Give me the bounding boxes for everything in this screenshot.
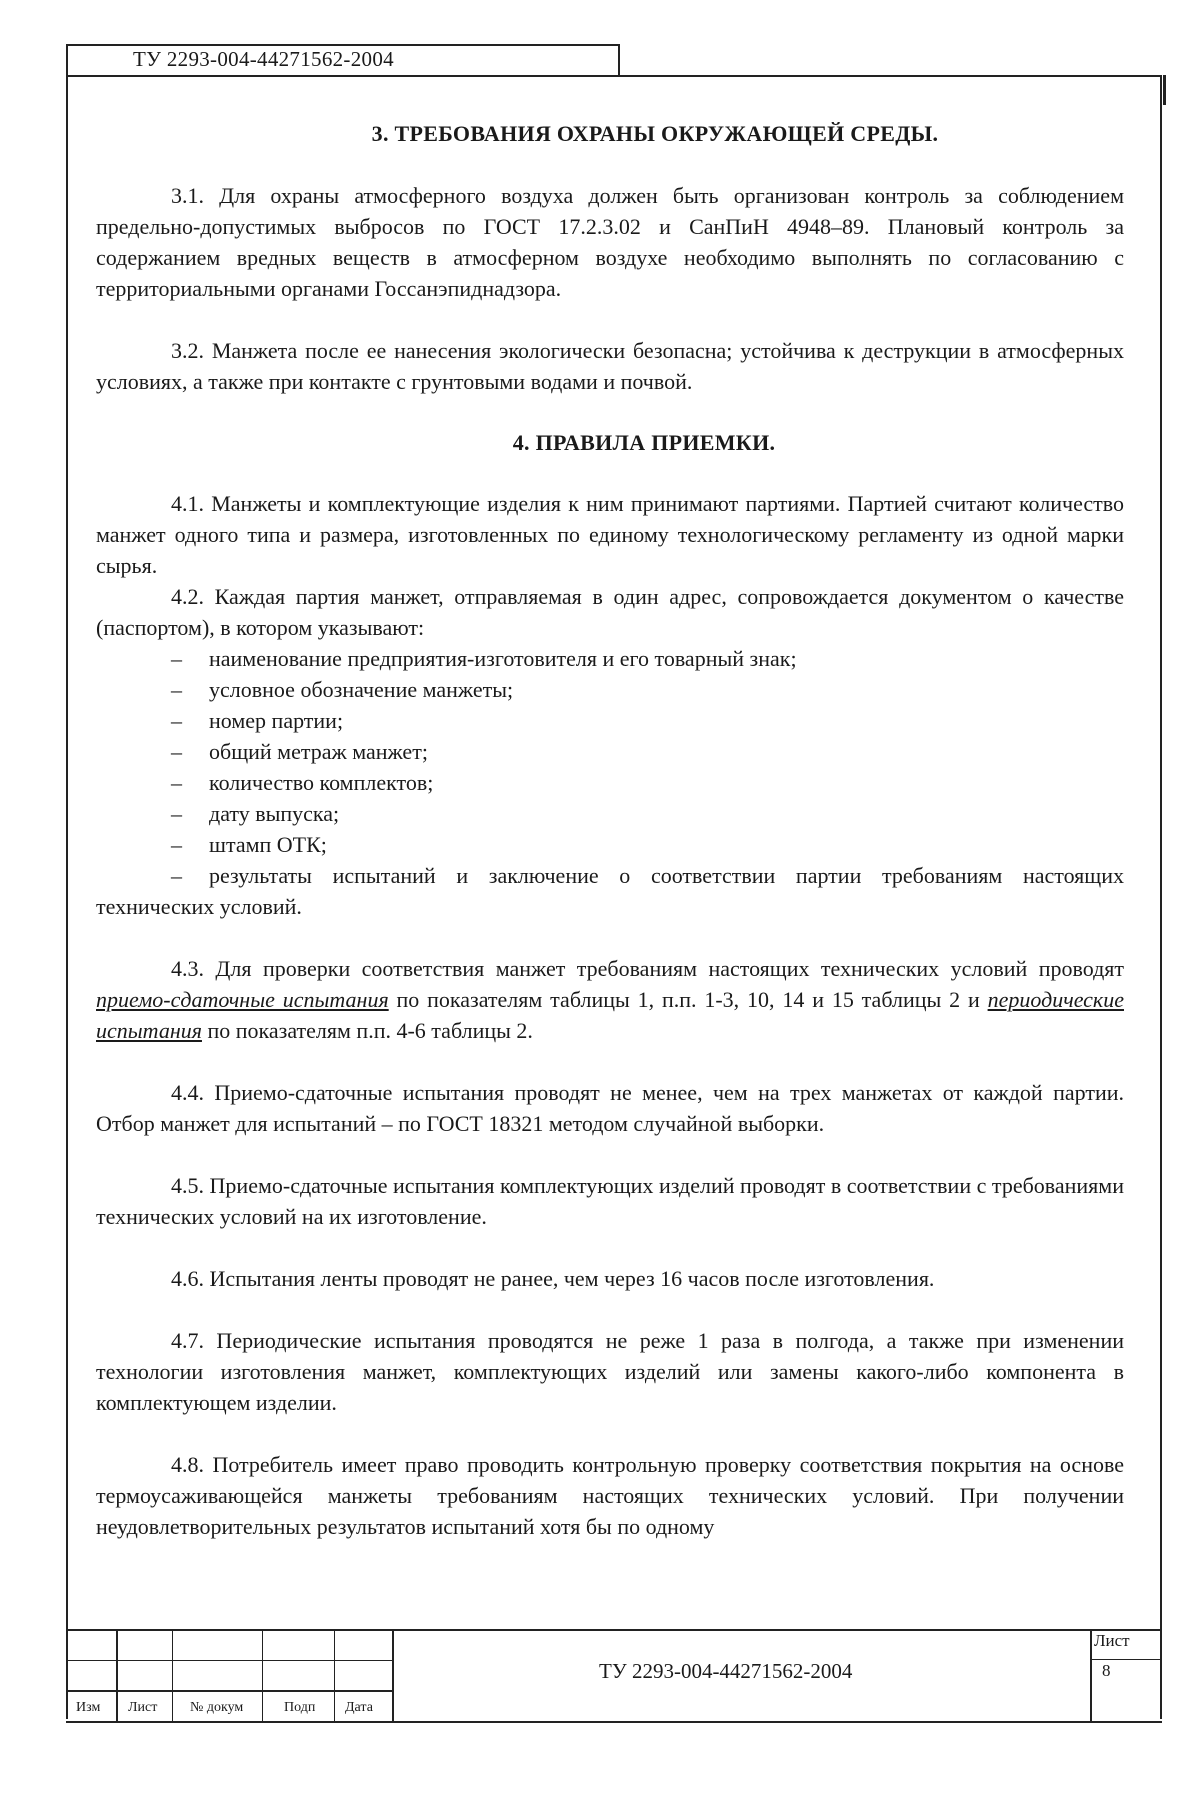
acceptance-tests-term: приемо-сдаточные испытания (96, 987, 389, 1012)
paragraph-4-6: 4.6. Испытания ленты проводят не ранее, чем через 16 часов после изготовления. (171, 1266, 935, 1291)
paragraph-3-1: 3.1. Для охраны атмосферного воздуха должен быть организован контроль за соблюдением предельно-допустимых выбросов по ГОСТ 17.2.3.02 и СанПиН 4948–89. Плановый контроль за содержанием вредных веществ в атмосферном воздухе необходимо выполнять по согласованию с территориальными органами Госсанэпиднадзора. (96, 183, 1124, 301)
list-item: – условное обозначение манжеты; (96, 674, 1124, 705)
list-item: – количество комплектов; (96, 767, 1124, 798)
stamp-sheet-number: 8 (1102, 1661, 1111, 1680)
stamp-divider (172, 1631, 173, 1721)
stamp-row-line (1090, 1659, 1162, 1660)
stamp-document-code: ТУ 2293-004-44271562-2004 (599, 1659, 853, 1683)
document-body (96, 118, 1124, 1542)
paragraph-4-4: 4.4. Приемо-сдаточные испытания проводят не менее, чем на трех манжетах от каждой партии. Отбор манжет для испытаний – по ГОСТ 18321 методом случайной выборки. (96, 1080, 1124, 1136)
section-4-title: 4. ПРАВИЛА ПРИЕМКИ. (512, 430, 776, 455)
list-item: – дату выпуска; (96, 798, 1124, 829)
list-item: – штамп ОТК; (96, 829, 1124, 860)
paragraph-4-3 (96, 953, 1124, 1046)
section-3-title: 3. ТРЕБОВАНИЯ ОХРАНЫ ОКРУЖАЮЩЕЙ СРЕДЫ. (371, 121, 939, 146)
frame-right-tick (1163, 75, 1166, 105)
stamp-sheet-label: Лист (1094, 1631, 1130, 1650)
paragraph-4-7: 4.7. Периодические испытания проводятся не реже 1 раза в полгода, а также при изменении технологии изготовления манжет, комплектующих изделий или замены какого-либо компонента в комплектующем изделии. (96, 1328, 1124, 1415)
stamp-divider (392, 1631, 394, 1721)
stamp-label-date: Дата (345, 1700, 373, 1715)
passport-contents-list (96, 643, 1124, 922)
stamp-divider (1090, 1631, 1092, 1721)
list-item: – общий метраж манжет; (96, 736, 1124, 767)
paragraph-4-3-part: 4.3. Для проверки соответствия манжет требованиям настоящих технических условий проводят (171, 956, 1124, 981)
title-block-stamp (66, 1629, 1162, 1723)
stamp-label-change: Изм (76, 1700, 101, 1715)
stamp-label-signature: Подп (284, 1700, 316, 1715)
list-item: – наименование предприятия-изготовителя и его товарный знак; (96, 643, 1124, 674)
stamp-divider (262, 1631, 263, 1721)
header-code: ТУ 2293-004-44271562-2004 (133, 47, 394, 71)
frame-left-line (66, 44, 68, 1719)
stamp-row-line (66, 1690, 392, 1692)
paragraph-3-2: 3.2. Манжета после ее нанесения экологически безопасна; устойчива к деструкции в атмосферных условиях, а также при контакте с грунтовыми водами и почвой. (96, 338, 1124, 394)
stamp-divider (116, 1631, 118, 1721)
stamp-row-line (66, 1660, 392, 1661)
stamp-divider (334, 1631, 335, 1721)
paragraph-4-3-part: по показателям п.п. 4-6 таблицы 2. (201, 1018, 533, 1043)
paragraph-4-3-part: по показателям таблицы 1, п.п. 1-3, 10, 14 и 15 таблицы 2 и (388, 987, 988, 1012)
stamp-label-sheet: Лист (128, 1700, 158, 1715)
frame-right-line (1160, 75, 1162, 1719)
list-item: – результаты испытаний и заключение о соответствии партии требованиям настоящих технических условий. (96, 860, 1124, 922)
periodic-tests-term: периодические испытания (96, 987, 1124, 1043)
paragraph-4-1: 4.1. Манжеты и комплектующие изделия к ним принимают партиями. Партией считают количество манжет одного типа и размера, изготовленных по единому технологическому регламенту из одной марки сырья. (96, 491, 1124, 578)
paragraph-4-8: 4.8. Потребитель имеет право проводить контрольную проверку соответствия покрытия на основе термоусаживающейся манжеты требованиям настоящих технических условий. При получении неудовлетворительных результатов испытаний хотя бы по одному (96, 1452, 1124, 1539)
paragraph-4-5: 4.5. Приемо-сдаточные испытания комплектующих изделий проводят в соответствии с требованиями технических условий на их изготовление. (96, 1173, 1124, 1229)
paragraph-4-2: 4.2. Каждая партия манжет, отправляемая в один адрес, сопровождается документом о качестве (паспортом), в котором указывают: (96, 584, 1124, 640)
list-item: – номер партии; (96, 705, 1124, 736)
stamp-label-doc-number: № докум (190, 1700, 244, 1715)
